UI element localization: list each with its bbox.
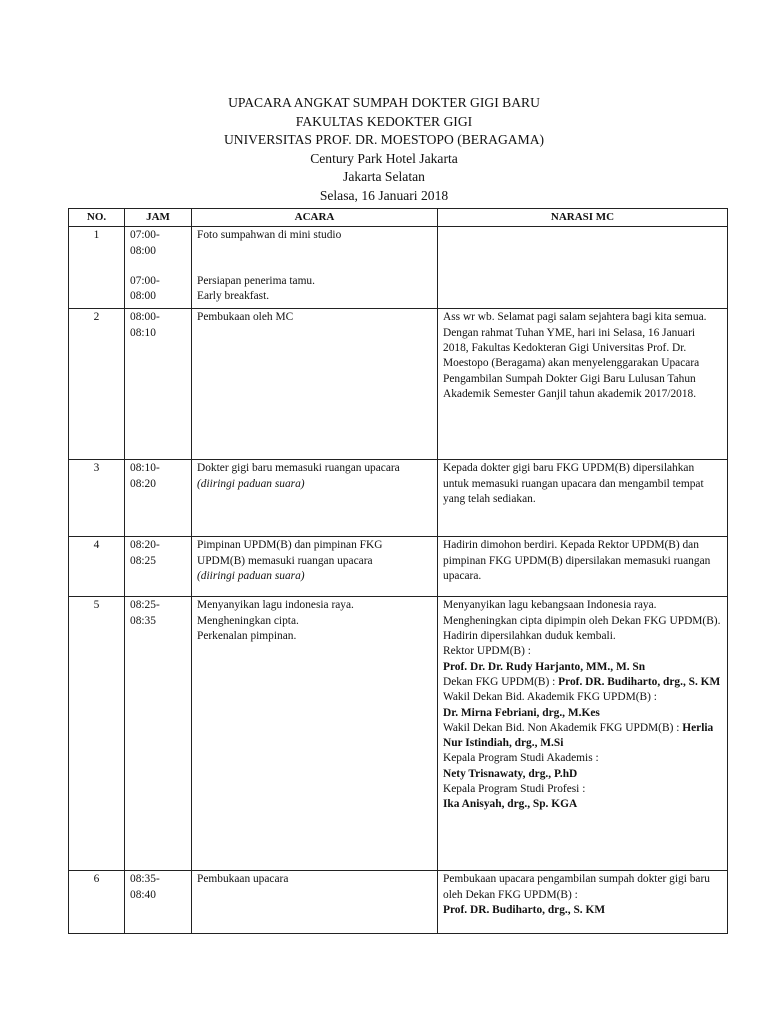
official-name: Prof. DR. Budiharto, drg., S. KM <box>558 675 721 688</box>
jam-end: 08:25 <box>130 554 156 567</box>
official-name: Prof. DR. Budiharto, drg., S. KM <box>443 904 606 917</box>
narasi-text: Rektor UPDM(B) : <box>443 645 531 658</box>
table-row <box>69 597 728 871</box>
narasi-text <box>443 675 722 690</box>
table-header-row <box>69 209 728 227</box>
jam-start: 08:10- <box>130 462 160 475</box>
narasi-text <box>443 721 722 752</box>
acara-note: (diiringi paduan suara) <box>197 477 305 490</box>
narasi-label: Dekan FKG UPDM(B) : <box>443 675 559 688</box>
jam-end: 08:10 <box>130 326 156 339</box>
header-line-4: Century Park Hotel Jakarta <box>310 150 458 166</box>
column-header-no: NO. <box>69 209 125 227</box>
cell-no: 2 <box>69 309 125 460</box>
column-header-narasi: NARASI MC <box>438 209 728 227</box>
header-line-6: Selasa, 16 Januari 2018 <box>319 187 449 203</box>
column-header-jam: JAM <box>125 209 192 227</box>
schedule-table <box>68 208 728 934</box>
cell-no: 5 <box>69 597 125 871</box>
acara-note: (diiringi paduan suara) <box>197 570 305 583</box>
cell-acara <box>192 537 438 597</box>
cell-acara <box>192 597 438 871</box>
acara-text: Menyanyikan lagu indonesia raya. <box>197 599 354 612</box>
cell-narasi <box>438 871 728 934</box>
table-row <box>69 537 728 597</box>
official-name: Ika Anisyah, drg., Sp. KGA <box>443 798 578 811</box>
narasi-text: Wakil Dekan Bid. Akademik FKG UPDM(B) : <box>443 691 657 704</box>
table-row <box>69 227 728 309</box>
cell-acara <box>192 460 438 537</box>
cell-narasi: Kepada dokter gigi baru FKG UPDM(B) dipersilahkan untuk memasuki ruangan upacara dan mengambil tempat yang telah sediakan. <box>438 460 728 537</box>
narasi-label: Wakil Dekan Bid. Non Akademik FKG UPDM(B) : <box>443 721 683 734</box>
cell-narasi <box>438 227 728 309</box>
header-line-1: UPACARA ANGKAT SUMPAH DOKTER GIGI BARU <box>228 95 540 110</box>
narasi-text: Kepala Program Studi Akademis : <box>443 752 599 765</box>
acara-text: Persiapan penerima tamu. <box>197 274 315 287</box>
cell-jam <box>125 309 192 460</box>
jam-end: 08:35 <box>130 614 156 627</box>
jam-end: 08:20 <box>130 477 156 490</box>
jam-start: 07:00- <box>130 229 160 242</box>
cell-narasi: Ass wr wb. Selamat pagi salam sejahtera bagi kita semua. Dengan rahmat Tuhan YME, hari ini Selasa, 16 Januari 2018, Fakultas Kedokteran Gigi Universitas Prof. Dr. Moestopo (Beragama) akan menyelenggarakan Upacara Pengambilan Sumpah Dokter Gigi Baru Lulusan Tahun Akademik Semester Ganjil tahun akademik 2017/2018. <box>438 309 728 460</box>
jam-end: 08:00 <box>130 290 156 303</box>
acara-text: Pimpinan UPDM(B) dan pimpinan FKG UPDM(B) memasuki ruangan upacara <box>197 539 383 567</box>
cell-no: 3 <box>69 460 125 537</box>
jam-start: 08:00- <box>130 311 160 324</box>
jam-start: 07:00- <box>130 274 160 287</box>
cell-acara: Pembukaan upacara <box>192 871 438 934</box>
acara-text: Perkenalan pimpinan. <box>197 630 297 643</box>
official-name: Dr. Mirna Febriani, drg., M.Kes <box>443 706 600 719</box>
cell-no: 1 <box>69 227 125 309</box>
jam-end: 08:00 <box>130 244 156 257</box>
jam-start: 08:25- <box>130 599 160 612</box>
cell-jam <box>125 460 192 537</box>
cell-jam <box>125 597 192 871</box>
acara-text: Dokter gigi baru memasuki ruangan upacara <box>197 462 400 475</box>
jam-start: 08:35- <box>130 873 160 886</box>
cell-jam <box>125 227 192 309</box>
narasi-text: Menyanyikan lagu kebangsaan Indonesia raya. <box>443 599 657 612</box>
document-header <box>0 94 768 206</box>
column-header-acara: ACARA <box>192 209 438 227</box>
acara-text: Early breakfast. <box>197 289 270 302</box>
acara-text: Foto sumpahwan di mini studio <box>197 229 342 242</box>
official-name: Herlia Nur Istindiah, drg., M.Si <box>443 721 714 750</box>
official-name: Prof. Dr. Dr. Rudy Harjanto, MM., M. Sn <box>443 660 646 673</box>
jam-start: 08:20- <box>130 539 160 552</box>
header-line-2: FAKULTAS KEDOKTER GIGI <box>295 113 473 129</box>
cell-narasi: Hadirin dimohon berdiri. Kepada Rektor UPDM(B) dan pimpinan FKG UPDM(B) dipersilakan memasuki ruangan upacara. <box>438 537 728 597</box>
table-row <box>69 309 728 460</box>
header-line-5: Jakarta Selatan <box>343 169 425 185</box>
table-row <box>69 460 728 537</box>
cell-no: 6 <box>69 871 125 934</box>
cell-jam <box>125 537 192 597</box>
jam-end: 08:40 <box>130 888 156 901</box>
table-row <box>69 871 728 934</box>
narasi-text: Kepala Program Studi Profesi : <box>443 783 586 796</box>
official-name: Nety Trisnawaty, drg., P.hD <box>443 767 578 780</box>
cell-no: 4 <box>69 537 125 597</box>
cell-jam <box>125 871 192 934</box>
cell-narasi <box>438 597 728 871</box>
narasi-text: Hadirin dipersilahkan duduk kembali. <box>443 630 616 643</box>
header-line-3: UNIVERSITAS PROF. DR. MOESTOPO (BERAGAMA) <box>223 132 545 148</box>
cell-acara <box>192 227 438 309</box>
narasi-text: Mengheningkan cipta dipimpin oleh Dekan FKG UPDM(B). <box>443 614 721 627</box>
narasi-text: Pembukaan upacara pengambilan sumpah dokter gigi baru oleh Dekan FKG UPDM(B) : <box>443 873 710 901</box>
cell-acara: Pembukaan oleh MC <box>192 309 438 460</box>
acara-text: Mengheningkan cipta. <box>197 614 299 627</box>
